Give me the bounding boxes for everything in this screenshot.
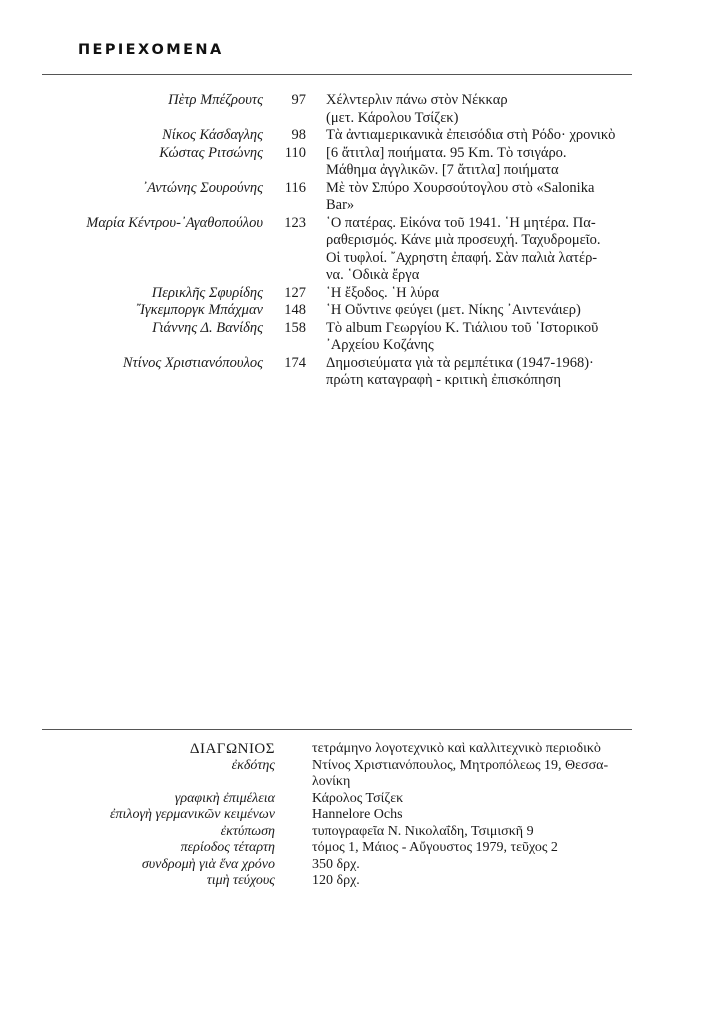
colophon-row-price: [0, 873, 703, 890]
toc-entry: [0, 320, 703, 355]
toc-author: Νίκος Κάσδαγλης: [162, 127, 263, 143]
colophon-label: περίοδος τέταρτη: [180, 840, 275, 855]
colophon-value: [312, 824, 692, 841]
colophon-row-title: [0, 741, 703, 758]
toc-page-number: 127: [284, 284, 306, 301]
toc-entry: [0, 215, 703, 285]
toc-title: [326, 92, 678, 127]
colophon-value: [312, 873, 692, 890]
toc-entry: [0, 180, 703, 215]
toc-title: [326, 355, 678, 390]
colophon-row-selection: [0, 807, 703, 824]
colophon: [0, 741, 703, 890]
colophon-value: [312, 807, 692, 824]
toc-title-line: ᾿Αρχείου Κοζάνης: [326, 337, 434, 353]
colophon-label: τιμὴ τεύχους: [206, 873, 275, 888]
toc-author: Γιάννης Δ. Βανίδης: [152, 319, 263, 336]
colophon-value-line: Κάρολος Τσίζεκ: [312, 790, 404, 806]
toc-page-number: 174: [284, 354, 306, 371]
colophon-value: [312, 857, 692, 874]
toc-title-line: Τὸ album Γεωργίου Κ. Τιάλιου τοῦ ῾Ιστορικοῦ: [326, 319, 599, 336]
colophon-value: [312, 741, 692, 758]
toc-entry: [0, 355, 703, 390]
toc-author: ῎Ιγκεμποργκ Μπάχμαν: [135, 302, 263, 318]
toc-page-number: 148: [284, 302, 306, 318]
colophon-label: ἐκτύπωση: [220, 823, 275, 839]
colophon-label: γραφικὴ ἐπιμέλεια: [174, 790, 275, 806]
toc-title: [326, 215, 678, 285]
toc-page-number: 97: [291, 92, 306, 108]
toc-title-line: Μὲ τὸν Σπύρο Χουρσούτογλου στὸ «Salonika: [326, 179, 595, 196]
toc-page-number: 98: [291, 127, 306, 143]
toc-title: [326, 285, 678, 303]
toc-author: Περικλῆς Σφυρίδης: [151, 284, 263, 301]
colophon-value: [312, 758, 692, 791]
toc-entry: [0, 302, 703, 320]
magazine-title: ΔΙΑΓΩΝΙΟΣ: [189, 741, 275, 757]
toc-page-number: 110: [284, 144, 306, 161]
toc-title-line: ραθερισμός. Κάνε μιὰ προσευχή. Ταχυδρομεῖο.: [326, 232, 601, 248]
colophon-row-printing: [0, 824, 703, 841]
colophon-row-subscription: [0, 857, 703, 874]
colophon-value-line: τυπογραφεῖα Ν. Νικολαΐδη, Τσιμισκῆ 9: [312, 823, 534, 839]
toc-author: ᾿Αντώνης Σουρούνης: [142, 179, 263, 196]
colophon-row-design: [0, 791, 703, 808]
colophon-value-line: Ντίνος Χριστιανόπουλος, Μητροπόλεως 19, Θεσσα-: [312, 757, 609, 773]
toc-author: Μαρία Κέντρου-᾿Αγαθοπούλου: [86, 214, 263, 231]
toc-page-number: 158: [284, 319, 306, 336]
bottom-divider: [42, 729, 632, 730]
colophon-value: [312, 791, 692, 808]
colophon-value-line: 350 δρχ.: [312, 856, 360, 872]
colophon-label: συνδρομὴ γιὰ ἕνα χρόνο: [141, 856, 275, 872]
toc-author: Πὲτρ Μπέζρουτς: [168, 92, 263, 108]
toc-title-line: να. ῾Οδικὰ ἔργα: [326, 267, 420, 283]
colophon-label: ἐπιλογὴ γερμανικῶν κειμένων: [110, 807, 275, 822]
toc-entry: [0, 285, 703, 303]
toc-title-line: ῾Ο πατέρας. Εἰκόνα τοῦ 1941. ῾Η μητέρα. Πα-: [326, 214, 596, 231]
top-divider: [42, 74, 632, 75]
toc-title-line: Χέλντερλιν πάνω στὸν Νέκκαρ: [326, 92, 508, 108]
toc-title-line: ῾Η ἔξοδος. ῾Η λύρα: [326, 284, 439, 301]
toc-title-line: (μετ. Κάρολου Τσίζεκ): [326, 109, 459, 126]
toc-title-line: Δημοσιεύματα γιὰ τὰ ρεμπέτικα (1947-1968)·: [326, 354, 594, 371]
colophon-value: [312, 840, 692, 857]
toc-title-line: Οἱ τυφλοί. ῎Αχρηστη ἐπαφή. Σὰν παλιὰ λατέρ-: [326, 249, 598, 266]
toc-page-number: 123: [284, 214, 306, 231]
toc-title: [326, 320, 678, 355]
colophon-row-period: [0, 840, 703, 857]
colophon-row-publisher: [0, 758, 703, 791]
toc-title-line: πρώτη καταγραφὴ - κριτικὴ ἐπισκόπηση: [326, 372, 561, 388]
page-heading: ΠΕΡΙΕΧΟΜΕΝΑ: [78, 42, 224, 58]
toc-entry: [0, 145, 703, 180]
toc-title: [326, 145, 678, 180]
table-of-contents: [0, 92, 703, 390]
toc-title: [326, 127, 678, 145]
toc-title-line: Bar»: [326, 197, 355, 213]
colophon-value-line: 120 δρχ.: [312, 873, 360, 888]
toc-title-line: Τὰ ἀντιαμερικανικὰ ἐπεισόδια στὴ Ρόδο· χρονικὸ: [326, 127, 616, 143]
toc-author: Ντίνος Χριστιανόπουλος: [122, 354, 263, 371]
colophon-value-line: Hannelore Ochs: [312, 807, 403, 822]
toc-title: [326, 302, 678, 320]
toc-title-line: ῾Η Οὔντινε φεύγει (μετ. Νίκης ᾿Αιντενάιερ): [326, 302, 581, 318]
colophon-label: ἐκδότης: [231, 757, 275, 773]
toc-entry: [0, 127, 703, 145]
toc-title: [326, 180, 678, 215]
colophon-value-line: τόμος 1, Μάιος - Αὔγουστος 1979, τεῦχος 2: [312, 840, 558, 855]
toc-title-line: Μάθημα ἀγγλικῶν. [7 ἄτιτλα] ποιήματα: [326, 162, 559, 178]
toc-entry: [0, 92, 703, 127]
toc-title-line: [6 ἄτιτλα] ποιήματα. 95 Km. Τὸ τσιγάρο.: [326, 144, 567, 161]
toc-author: Κώστας Ριτσώνης: [159, 144, 263, 161]
colophon-value-line: τετράμηνο λογοτεχνικὸ καὶ καλλιτεχνικὸ περιοδικὸ: [312, 741, 601, 756]
toc-page-number: 116: [284, 179, 306, 196]
colophon-value-line: λονίκη: [312, 774, 351, 789]
